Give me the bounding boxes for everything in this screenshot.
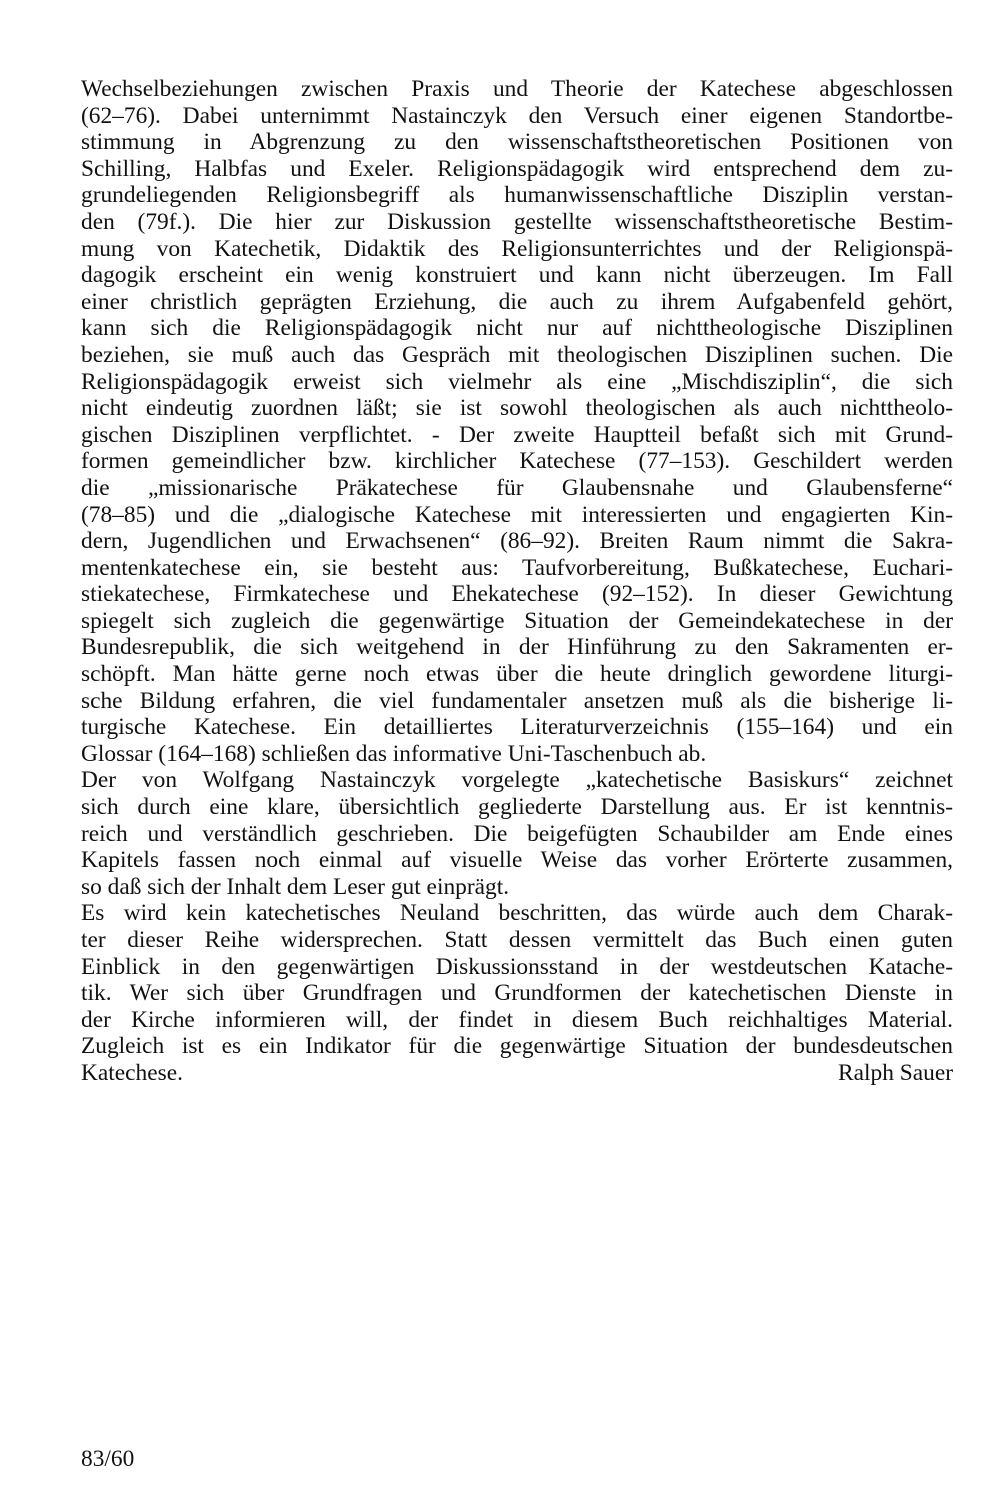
text-line: die „missionarische Präkatechese für Glaubensnahe und Glaubensferne“	[81, 474, 953, 501]
text-line: sich durch eine klare, übersichtlich gegliederte Darstellung aus. Er ist kenntnis-	[81, 794, 953, 821]
text-line: gischen Disziplinen verpflichtet. - Der zweite Hauptteil befaßt sich mit Grund-	[81, 421, 953, 448]
text-line: den (79f.). Die hier zur Diskussion gestellte wissenschaftstheoretische Bestim-	[81, 208, 953, 235]
text-line: grundeliegenden Religionsbegriff als humanwissenschaftliche Disziplin verstan-	[81, 182, 953, 209]
text-line: so daß sich der Inhalt dem Leser gut einprägt.	[81, 873, 510, 900]
text-line: (78–85) und die „dialogische Katechese mit interessierten und engagierten Kin-	[81, 501, 953, 528]
closing-line	[81, 1060, 953, 1087]
text-line: ter dieser Reihe widersprechen. Statt dessen vermittelt das Buch einen guten	[81, 927, 953, 953]
text-line: Einblick in den gegenwärtigen Diskussionsstand in der westdeutschen Katache-	[81, 953, 953, 980]
text-line: der Kirche informieren will, der findet in diesem Buch reichhaltiges Material.	[81, 1006, 953, 1033]
text-line: stiekatechese, Firmkatechese und Ehekatechese (92–152). In dieser Gewichtung	[81, 581, 953, 608]
text-line: tik. Wer sich über Grundfragen und Grundformen der katechetischen Dienste in	[81, 980, 953, 1007]
text-line: reich und verständlich geschrieben. Die beigefügten Schaubilder am Ende eines	[81, 820, 953, 847]
text-line: turgische Katechese. Ein detailliertes Literaturverzeichnis (155–164) und ein	[81, 714, 953, 741]
text-line: dagogik erscheint ein wenig konstruiert und kann nicht überzeugen. Im Fall	[81, 262, 953, 289]
text-line: (62–76). Dabei unternimmt Nastainczyk den Versuch einer eigenen Standortbe-	[81, 102, 953, 129]
author-signature: Ralph Sauer	[838, 1059, 953, 1086]
text-line: Zugleich ist es ein Indikator für die gegenwärtige Situation der bundesdeutschen	[81, 1033, 953, 1060]
text-line: Religionspädagogik erweist sich vielmehr als eine „Mischdisziplin“, die sich	[81, 368, 953, 395]
text-line: Der von Wolfgang Nastainczyk vorgelegte „katechetische Basiskurs“ zeichnet	[81, 767, 953, 794]
text-line: Bundesrepublik, die sich weitgehend in der Hinführung zu den Sakramenten er-	[81, 634, 953, 661]
review-text	[81, 76, 953, 1087]
text-line: mentenkatechese ein, sie besteht aus: Taufvorbereitung, Bußkatechese, Euchari-	[81, 554, 953, 581]
text-line: beziehen, sie muß auch das Gespräch mit theologischen Disziplinen suchen. Die	[81, 341, 953, 368]
text-line: spiegelt sich zugleich die gegenwärtige Situation der Gemeindekatechese in der	[81, 607, 953, 634]
text-line: kann sich die Religionspädagogik nicht nur auf nichttheologische Disziplinen	[81, 315, 953, 342]
text-line: einer christlich geprägten Erziehung, die auch zu ihrem Aufgabenfeld gehört,	[81, 288, 953, 315]
text-line: Es wird kein katechetisches Neuland beschritten, das würde auch dem Charak-	[81, 900, 953, 927]
text-line: Schilling, Halbfas und Exeler. Religionspädagogik wird entsprechend dem zu-	[81, 155, 953, 182]
text-line: sche Bildung erfahren, die viel fundamentaler ansetzen muß als die bisherige li-	[81, 687, 953, 714]
final-text-line: Katechese.	[81, 1059, 183, 1086]
text-line: nicht eindeutig zuordnen läßt; sie ist sowohl theologischen als auch nichttheolo-	[81, 395, 953, 422]
text-line: Wechselbeziehungen zwischen Praxis und Theorie der Katechese abgeschlossen	[81, 76, 953, 102]
text-line: Glossar (164–168) schließen das informative Uni-Taschenbuch ab.	[81, 740, 707, 767]
text-line: schöpft. Man hätte gerne noch etwas über die heute dringlich gewordene liturgi-	[81, 661, 953, 688]
text-line: stimmung in Abgrenzung zu den wissenschaftstheoretischen Positionen von	[81, 129, 953, 156]
text-line: formen gemeindlicher bzw. kirchlicher Katechese (77–153). Geschildert werden	[81, 448, 953, 475]
text-line: dern, Jugendlichen und Erwachsenen“ (86–92). Breiten Raum nimmt die Sakra-	[81, 528, 953, 555]
page-number: 83/60	[81, 1446, 135, 1472]
text-line: Kapitels fassen noch einmal auf visuelle Weise das vorher Erörterte zusammen,	[81, 847, 953, 874]
text-line: mung von Katechetik, Didaktik des Religionsunterrichtes und der Religionspä-	[81, 235, 953, 262]
